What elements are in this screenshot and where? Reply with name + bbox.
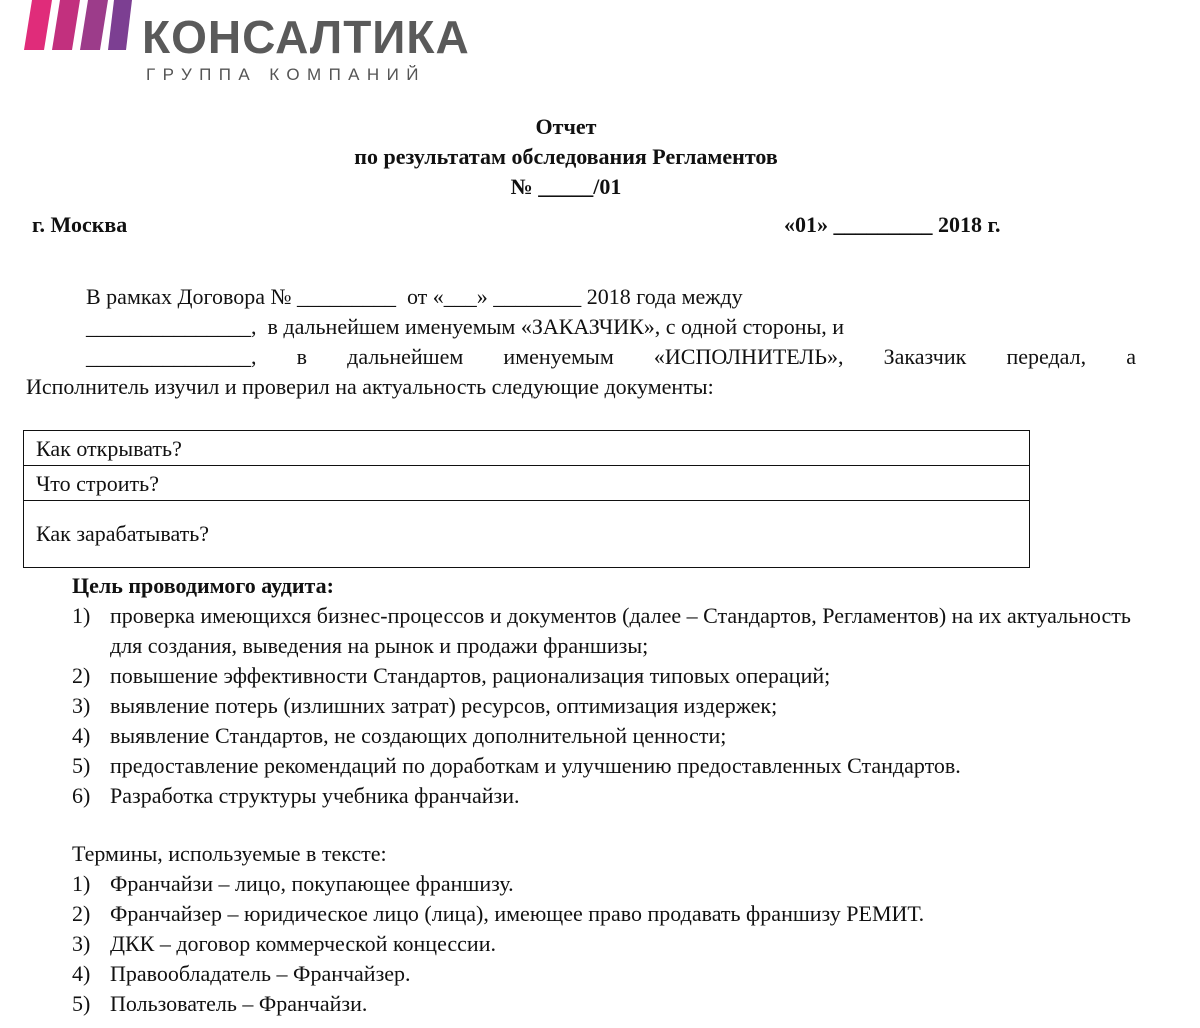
doc-date: «01» _________ 2018 г. — [784, 212, 1001, 237]
list-item: 5) Пользователь – Франчайзи. — [72, 991, 368, 1016]
list-item: 5) предоставление рекомендаций по доработкам и улучшению предоставленных Стандартов. — [72, 753, 961, 778]
logo-stripes-icon — [22, 0, 132, 50]
logo-name: КОНСАЛТИКА — [142, 11, 470, 63]
intro-line-1: В рамках Договора № _________ от «___» ________ 2018 года между — [86, 284, 743, 309]
table-row: Как зарабатывать? — [36, 521, 210, 546]
doc-title: Отчет — [535, 114, 597, 139]
list-item: 4) Правообладатель – Франчайзер. — [72, 961, 411, 986]
doc-city: г. Москва — [32, 212, 128, 237]
list-item: 6) Разработка структуры учебника франчайзи. — [72, 783, 520, 808]
list-item: 2) повышение эффективности Стандартов, рационализация типовых операций; — [72, 663, 831, 688]
logo-subtitle: ГРУППА КОМПАНИЙ — [146, 65, 426, 84]
list-item: 3) ДКК – договор коммерческой концессии. — [72, 931, 496, 956]
terms-heading: Термины, используемые в тексте: — [72, 841, 387, 866]
company-logo — [22, 0, 470, 90]
terms-list — [72, 869, 1142, 1019]
list-item: 4) выявление Стандартов, не создающих дополнительной ценности; — [72, 723, 727, 748]
goals-heading: Цель проводимого аудита: — [72, 573, 334, 598]
intro-line-2: _______________, в дальнейшем именуемым «ЗАКАЗЧИК», с одной стороны, и — [86, 314, 845, 339]
intro-line-3: _______________, в дальнейшем именуемым «ИСПОЛНИТЕЛЬ», Заказчик передал, а — [86, 344, 1136, 369]
table-row: Что строить? — [24, 466, 1029, 501]
documents-table — [23, 430, 1030, 568]
doc-number: № _____/01 — [510, 174, 622, 199]
list-item: 1) проверка имеющихся бизнес-процессов и документов (далее – Стандартов, Регламентов) на их актуальность для создания, выведения на рынок и продажи франшизы; — [72, 603, 1131, 658]
list-item: 1) Франчайзи – лицо, покупающее франшизу. — [72, 871, 514, 896]
intro-line-4: Исполнитель изучил и проверил на актуальность следующие документы: — [26, 374, 714, 399]
list-item: 3) выявление потерь (излишних затрат) ресурсов, оптимизация издержек; — [72, 693, 778, 718]
goals-list — [72, 601, 1142, 811]
table-row: Как открывать? — [24, 431, 1029, 466]
doc-subtitle: по результатам обследования Регламентов — [354, 144, 778, 169]
list-item: 2) Франчайзер – юридическое лицо (лица), имеющее право продавать франшизу РЕМИТ. — [72, 901, 925, 926]
